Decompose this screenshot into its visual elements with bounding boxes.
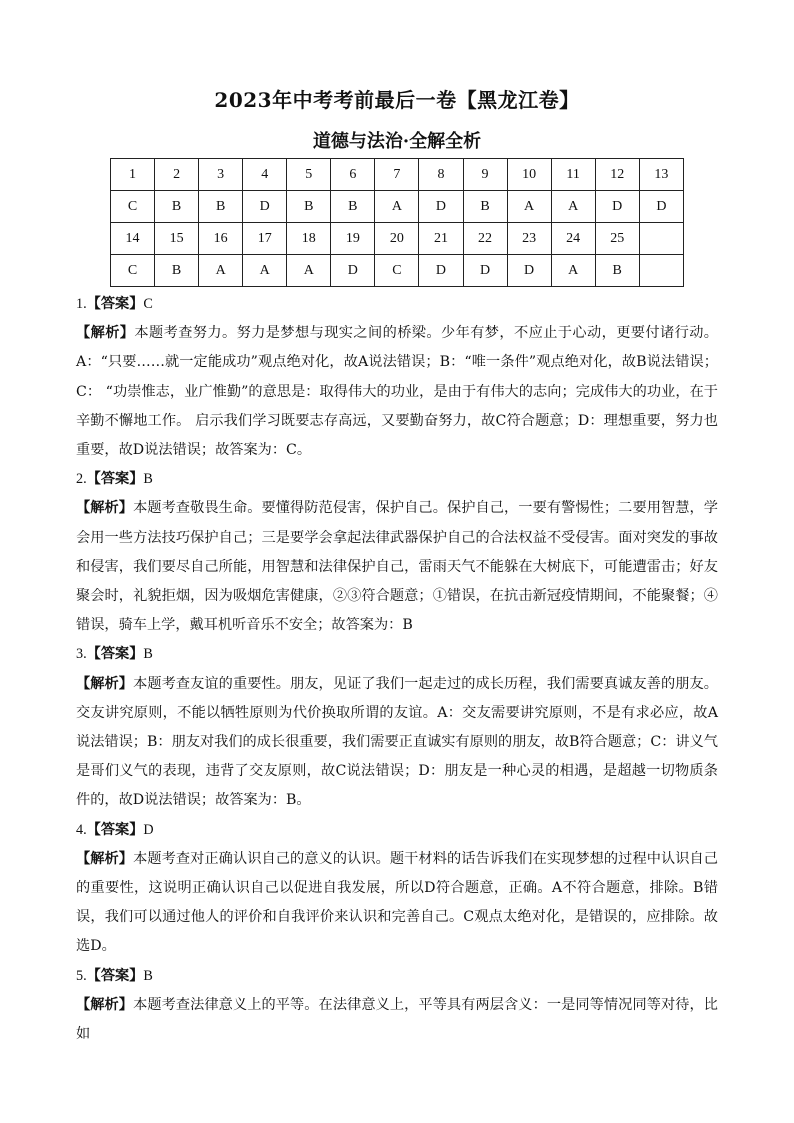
question-number-cell: 4 (243, 159, 287, 191)
analysis-paragraph-3 (76, 670, 718, 816)
answer-label: 【答案】 (86, 967, 144, 984)
analysis-label: 【解析】 (76, 500, 134, 517)
answer-key-row (111, 255, 684, 287)
answer-label: 【答案】 (86, 471, 144, 488)
question-number-cell: 8 (419, 159, 463, 191)
question-number-cell: 15 (155, 223, 199, 255)
analysis-text: 本题考查敬畏生命。要懂得防范侵害，保护自己。保护自己，一要有警惕性；二要用智慧，学会用一些方法技巧保护自己；三是要学会拿起法律武器保护自己的合法权益不受侵害。面对突发的事故和侵害，我们要尽自己所能，用智慧和法律保护自己，雷雨天气不能躲在大树底下，可能遭雷击；好友聚会时，礼貌拒烟，因为吸烟危害健康，②③符合题意；①错误，在抗击新冠疫情期间，不能聚餐；④错误，骑车上学，戴耳机听音乐不安全；故答案为：B (76, 500, 718, 634)
answer-key-cell (639, 255, 683, 287)
answer-key-cell: D (639, 191, 683, 223)
answer-value: D (143, 821, 154, 838)
answer-key-cell: C (111, 191, 155, 223)
question-number-cell: 14 (111, 223, 155, 255)
analysis-paragraph-5 (76, 991, 718, 1049)
analysis-paragraph-1 (76, 319, 718, 465)
analysis-label: 【解析】 (76, 675, 134, 692)
question-number-cell: 6 (331, 159, 375, 191)
answer-table (110, 158, 684, 287)
answer-line-4 (76, 816, 718, 845)
answer-label: 【答案】 (86, 646, 144, 663)
question-number-cell: 5 (287, 159, 331, 191)
answer-key-cell: D (331, 255, 375, 287)
answer-key-cell: A (551, 255, 595, 287)
analysis-text: 本题考查法律意义上的平等。在法律意义上，平等具有两层含义：一是同等情况同等对待，比如 (76, 996, 718, 1043)
analysis-paragraph-4 (76, 845, 718, 962)
analysis-text: 本题考查对正确认识自己的意义的认识。题干材料的话告诉我们在实现梦想的过程中认识自己的重要性，这说明正确认识自己以促进自我发展，所以D符合题意，正确。A不符合题意，排除。B错误，我们可以通过他人的评价和自我评价来认识和完善自己。C观点太绝对化，是错误的，应排除。故选D。 (76, 850, 718, 955)
question-number-cell: 19 (331, 223, 375, 255)
answer-key-row (111, 191, 684, 223)
answer-key-cell: D (419, 191, 463, 223)
question-number-cell: 23 (507, 223, 551, 255)
answer-key-cell: B (287, 191, 331, 223)
answer-label: 【答案】 (86, 296, 144, 312)
answer-key-cell: D (595, 191, 639, 223)
analysis-label: 【解析】 (76, 996, 134, 1013)
answer-value: C (143, 296, 153, 312)
answer-key-cell: D (463, 255, 507, 287)
answer-key-cell: A (375, 191, 419, 223)
question-number-row (111, 223, 684, 255)
question-number: 1. (76, 296, 87, 312)
question-number: 3. (76, 646, 87, 663)
answer-key-cell: C (375, 255, 419, 287)
analysis-content (76, 290, 718, 1049)
question-number-cell: 1 (111, 159, 155, 191)
answer-key-cell: A (507, 191, 551, 223)
answer-key-cell: D (419, 255, 463, 287)
question-number-cell: 21 (419, 223, 463, 255)
analysis-paragraph-2 (76, 494, 718, 640)
answer-line-5 (76, 962, 718, 991)
question-number-cell: 25 (595, 223, 639, 255)
question-number-cell: 16 (199, 223, 243, 255)
page-title: 2023年中考考前最后一卷【黑龙江卷】 (214, 88, 580, 112)
answer-key-cell: A (287, 255, 331, 287)
answer-key-cell: B (595, 255, 639, 287)
question-number-cell: 22 (463, 223, 507, 255)
analysis-text: 本题考查努力。努力是梦想与现实之间的桥梁。少年有梦，不应止于心动，更要付诸行动。A：“只要……就一定能成功”观点绝对化，故A说法错误；B：“唯一条件”观点绝对化，故B说法错误；C： “功崇惟志，业广惟勤”的意思是：取得伟大的功业，是由于有伟大的志向；完成伟大的功业，在于辛勤不懈地工作。 启示我们学习既要志存高远，又要勤奋努力，故C符合题意；D：理想重要，努力也重要，故D说法错误；故答案为：C。 (76, 325, 718, 459)
answer-key-cell: B (199, 191, 243, 223)
question-number-cell: 18 (287, 223, 331, 255)
question-number-cell: 17 (243, 223, 287, 255)
question-number: 4. (76, 821, 87, 838)
question-number-cell: 24 (551, 223, 595, 255)
question-number-row (111, 159, 684, 191)
question-number-cell: 7 (375, 159, 419, 191)
question-number-cell (639, 223, 683, 255)
question-number-cell: 9 (463, 159, 507, 191)
answer-key-cell: B (155, 191, 199, 223)
page-subtitle: 道德与法治·全解全析 (312, 131, 482, 152)
question-number-cell: 13 (639, 159, 683, 191)
answer-key-cell: C (111, 255, 155, 287)
question-number-cell: 12 (595, 159, 639, 191)
question-number-cell: 11 (551, 159, 595, 191)
question-number-cell: 10 (507, 159, 551, 191)
answer-key-cell: B (331, 191, 375, 223)
question-number-cell: 20 (375, 223, 419, 255)
question-number-cell: 3 (199, 159, 243, 191)
answer-label: 【答案】 (86, 821, 144, 838)
answer-key-cell: B (155, 255, 199, 287)
answer-key-cell: D (243, 191, 287, 223)
answer-key-cell: A (243, 255, 287, 287)
answer-line-3 (76, 640, 718, 669)
analysis-label: 【解析】 (76, 850, 134, 867)
answer-line-1 (76, 290, 718, 319)
answer-value: B (143, 471, 153, 488)
question-number: 5. (76, 967, 87, 984)
question-number: 2. (76, 471, 87, 488)
answer-value: B (143, 646, 153, 663)
question-number-cell: 2 (155, 159, 199, 191)
answer-key-cell: A (551, 191, 595, 223)
answer-key-cell: D (507, 255, 551, 287)
analysis-label: 【解析】 (76, 325, 135, 342)
answer-key-cell: A (199, 255, 243, 287)
answer-line-2 (76, 465, 718, 494)
answer-value: B (143, 967, 153, 984)
analysis-text: 本题考查友谊的重要性。朋友，见证了我们一起走过的成长历程，我们需要真诚友善的朋友。交友讲究原则，不能以牺牲原则为代价换取所谓的友谊。A：交友需要讲究原则，不是有求必应，故A说法错误；B：朋友对我们的成长很重要，我们需要正直诚实有原则的朋友，故B符合题意；C：讲义气是哥们义气的表现，违背了交友原则，故C说法错误；D：朋友是一种心灵的相遇，是超越一切物质条件的，故D说法错误；故答案为：B。 (76, 675, 718, 809)
answer-key-cell: B (463, 191, 507, 223)
